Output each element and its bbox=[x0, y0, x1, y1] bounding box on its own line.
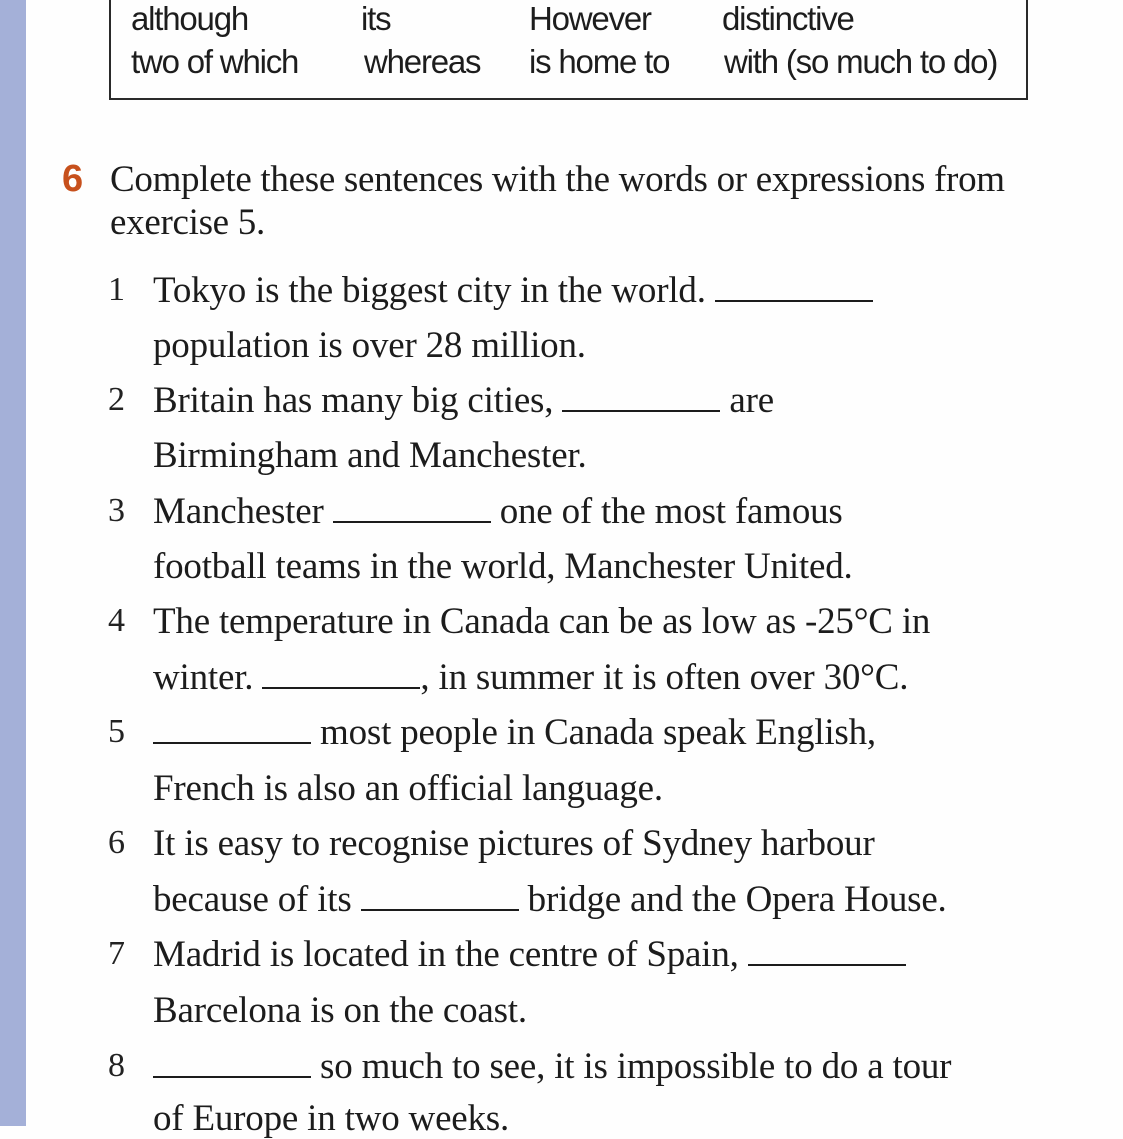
word-option: its bbox=[361, 0, 391, 37]
sentence-line: population is over 28 million. bbox=[153, 325, 586, 366]
item-number: 7 bbox=[108, 935, 125, 972]
word-option: distinctive bbox=[722, 0, 854, 37]
word-option: However bbox=[529, 0, 651, 37]
item-number: 6 bbox=[108, 824, 125, 861]
word-option: whereas bbox=[364, 43, 481, 80]
answer-blank[interactable] bbox=[748, 936, 906, 966]
answer-blank[interactable] bbox=[562, 382, 720, 412]
sentence-line: Tokyo is the biggest city in the world. bbox=[153, 272, 873, 309]
sentence-line: football teams in the world, Manchester United. bbox=[153, 546, 853, 587]
sentence-line: so much to see, it is impossible to do a tour bbox=[153, 1048, 951, 1085]
exercise-number: 6 bbox=[62, 158, 84, 200]
word-option: with (so much to do) bbox=[724, 43, 998, 80]
sentence-line: Britain has many big cities, are bbox=[153, 380, 774, 421]
sentence-line: winter. , in summer it is often over 30°C. bbox=[153, 657, 909, 698]
item-number: 8 bbox=[108, 1047, 125, 1084]
sentence-line: Madrid is located in the centre of Spain, bbox=[153, 936, 906, 973]
sentence-line: of Europe in two weeks. bbox=[153, 1098, 510, 1139]
sentence-line: Birmingham and Manchester. bbox=[153, 435, 587, 476]
item-number: 2 bbox=[108, 381, 125, 418]
word-option: although bbox=[131, 0, 249, 37]
exercise-instruction: Complete these sentences with the words or expressions from exercise 5. bbox=[110, 159, 1005, 243]
answer-blank[interactable] bbox=[262, 659, 420, 689]
item-number: 5 bbox=[108, 713, 125, 750]
answer-blank[interactable] bbox=[153, 1048, 311, 1078]
sentence-line: It is easy to recognise pictures of Sydney harbour bbox=[153, 823, 875, 864]
answer-blank[interactable] bbox=[153, 714, 311, 744]
sentence-line: French is also an official language. bbox=[153, 768, 663, 809]
sentence-line: most people in Canada speak English, bbox=[153, 714, 876, 751]
item-number: 3 bbox=[108, 492, 125, 529]
answer-blank[interactable] bbox=[361, 881, 519, 911]
page-edge-strip bbox=[0, 0, 26, 1126]
word-option: two of which bbox=[131, 43, 299, 80]
item-number: 4 bbox=[108, 602, 125, 639]
answer-blank[interactable] bbox=[333, 493, 491, 523]
sentence-line: The temperature in Canada can be as low as -25°C in bbox=[153, 601, 931, 642]
item-number: 1 bbox=[108, 271, 125, 308]
sentence-line: Barcelona is on the coast. bbox=[153, 990, 527, 1031]
sentence-line: because of its bridge and the Opera House. bbox=[153, 879, 947, 920]
answer-blank[interactable] bbox=[715, 272, 873, 302]
sentence-line: Manchester one of the most famous bbox=[153, 491, 843, 532]
word-option: is home to bbox=[529, 43, 670, 80]
